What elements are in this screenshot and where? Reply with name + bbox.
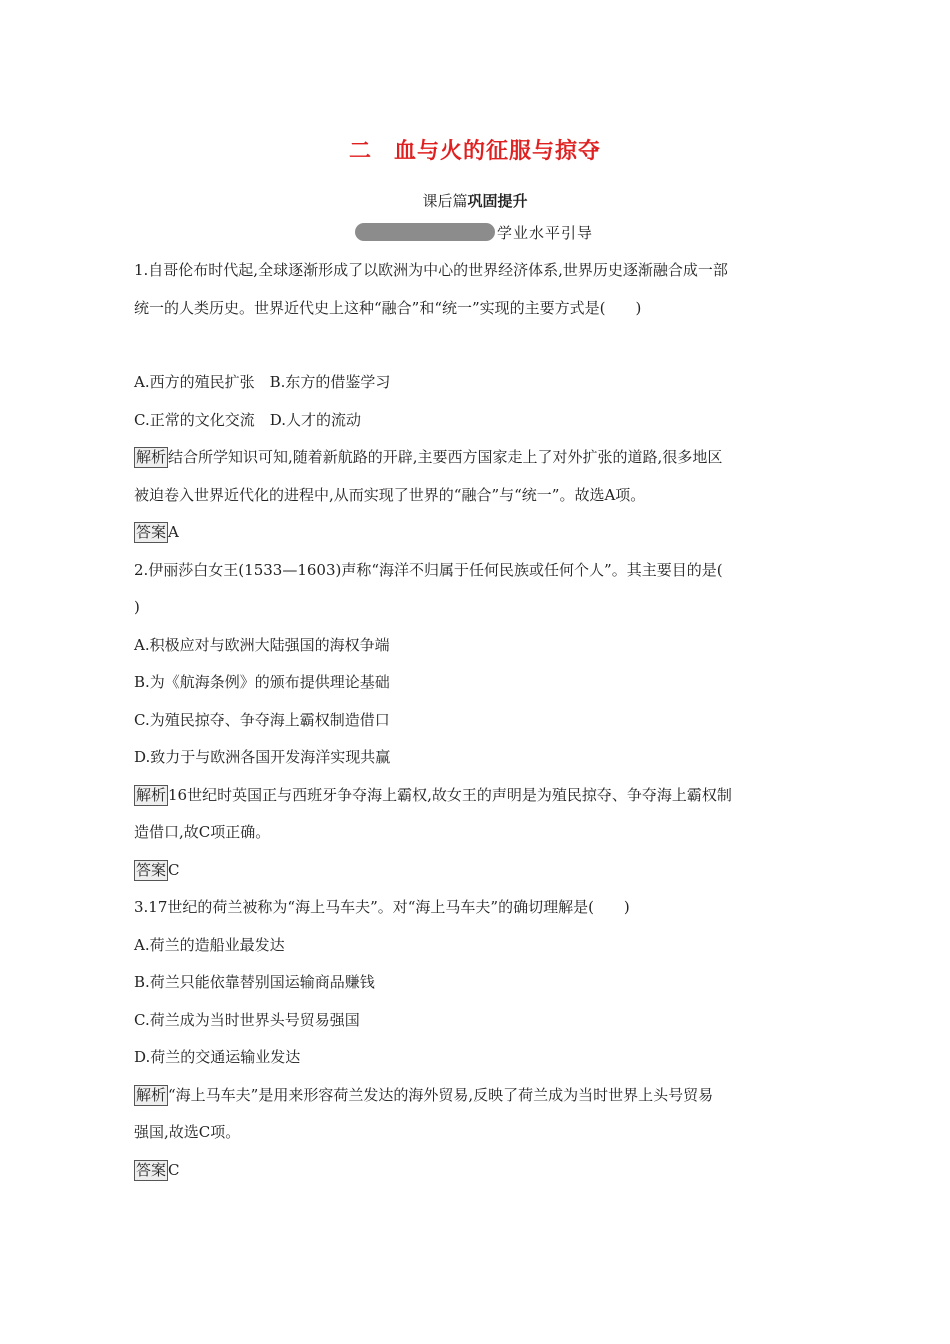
question-3-option-d: D.荷兰的交通运输业发达 — [134, 1048, 301, 1066]
page-title — [0, 134, 950, 165]
question-2-option-c: C.为殖民掠夺、争夺海上霸权制造借口 — [134, 710, 390, 729]
analysis-tag: 解析 — [136, 1085, 167, 1104]
question-3-analysis-line-2: 强国,故选C项。 — [134, 1123, 241, 1141]
question-3-analysis-line-1: 解析 “海上马车夫”是用来形容荷兰发达的海外贸易,反映了荷兰成为当时世界上头号贸易 — [136, 1085, 714, 1104]
question-3-option-b: B.荷兰只能依靠替别国运输商品赚钱 — [134, 973, 375, 991]
subtitle-bold: 巩固提升 — [467, 192, 528, 210]
question-1-stem-line-2: 统一的人类历史。世界近代史上这种“融合”和“统一”实现的主要方式是( ) — [134, 298, 642, 317]
question-3-option-c: C.荷兰成为当时世界头号贸易强国 — [134, 1010, 360, 1029]
question-2-stem-line-2: ) — [134, 598, 140, 616]
question-list — [134, 258, 814, 1195]
section-title: 血与火的征服与掠夺 — [394, 139, 602, 164]
question-1-options-line-2: C.正常的文化交流 D.人才的流动 — [134, 410, 361, 429]
subtitle — [0, 190, 950, 211]
question-2-option-d: D.致力于与欧洲各国开发海洋实现共赢 — [134, 748, 391, 766]
analysis-tag: 解析 — [136, 785, 167, 804]
question-2-analysis-line-2: 造借口,故C项正确。 — [134, 823, 271, 841]
question-2-option-b: B.为《航海条例》的颁布提供理论基础 — [134, 673, 390, 691]
level-banner — [355, 221, 593, 243]
question-3-answer — [134, 1158, 814, 1196]
answer-tag: 答案 — [136, 523, 167, 541]
level-label: 学业水平引导 — [497, 223, 594, 242]
question-1-analysis-line-1: 解析 结合所学知识可知,随着新航路的开辟,主要西方国家走上了对外扩张的道路,很多地区 — [136, 448, 723, 466]
question-1-options-line-1: A.西方的殖民扩张 B.东方的借鉴学习 — [134, 373, 391, 391]
answer-value: C — [168, 1160, 180, 1179]
question-1-answer — [134, 520, 814, 558]
section-number: 二 — [348, 139, 372, 164]
question-2-option-a: A.积极应对与欧洲大陆强国的海权争端 — [134, 635, 390, 654]
answer-value: C — [168, 860, 180, 879]
level-bar — [355, 223, 495, 241]
answer-tag: 答案 — [136, 1160, 167, 1179]
question-1-stem-line-1: 1.自哥伦布时代起,全球逐渐形成了以欧洲为中心的世界经济体系,世界历史逐渐融合成一部 — [134, 261, 728, 279]
question-2-answer — [134, 858, 814, 896]
answer-tag: 答案 — [136, 860, 167, 879]
question-1-analysis-line-2: 被迫卷入世界近代化的进程中,从而实现了世界的“融合”与“统一”。故选A项。 — [134, 485, 646, 504]
question-2-analysis-line-1: 解析 16世纪时英国正与西班牙争夺海上霸权,故女王的声明是为殖民掠夺、争夺海上霸权制 — [136, 785, 732, 804]
question-3-option-a: A.荷兰的造船业最发达 — [134, 935, 285, 954]
analysis-tag: 解析 — [136, 448, 167, 466]
question-2-stem-line-1: 2.伊丽莎白女王(1533—1603)声称“海洋不归属于任何民族或任何个人”。其主要目的是( — [134, 560, 723, 579]
subtitle-prefix: 课后篇 — [422, 192, 468, 210]
question-3-stem-line-1: 3.17世纪的荷兰被称为“海上马车夫”。对“海上马车夫”的确切理解是( ) — [134, 898, 630, 916]
answer-value: A — [168, 523, 179, 541]
